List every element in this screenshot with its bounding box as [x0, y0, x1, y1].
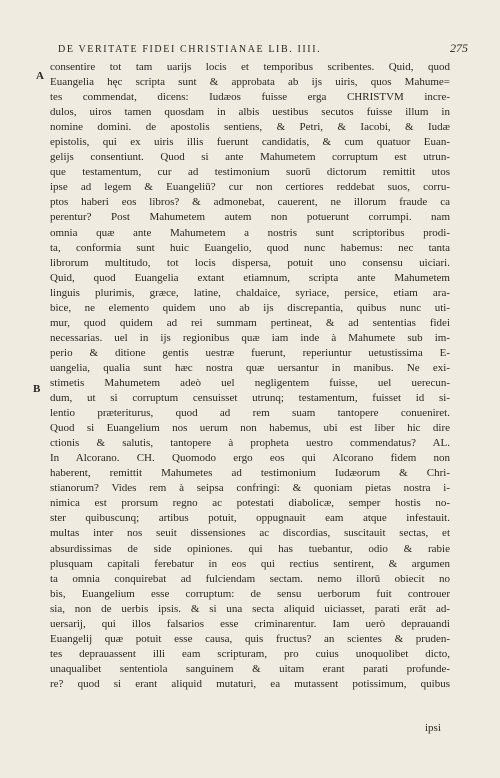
text-line: omnia quæ ante Mahumetem a nostris sunt scriptoribus prodi- — [50, 226, 450, 239]
text-line: consentire tot tam uarijs locis et temporibus scribentes. Quid, quod — [50, 61, 450, 73]
text-line: uangelia, qualia sunt hæc nostra quæ uersantur in manibus. Ne exi- — [50, 361, 450, 374]
text-line: lentio præteriturus, quod ad rem suam tantopere conueniret. — [50, 407, 450, 420]
text-line: uersarij, qui illos falsarios esse criminarentur. Iam uerò deprauandi — [50, 617, 450, 630]
text-line: ta omnia conquirebat ad fulciendam sectam. nemo illorū obiecit no — [50, 572, 450, 585]
text-line: Euangelia hęc scripta sunt & approbata ab ijs uiris, quos Mahume= — [50, 76, 450, 89]
text-line: absurdissimas de side opiniones. qui has tuebantur, odio & rabie — [50, 542, 450, 555]
margin-letter-b: B — [33, 383, 41, 395]
running-title: DE VERITATE FIDEI CHRISTIANAE LIB. IIII. — [58, 44, 322, 55]
text-line: bis, Euangelium esse corruptum: de sensu uerborum fuit controuer — [50, 587, 450, 600]
text-line: linguis plurimis, græce, latine, chaldaice, syriace, persice, etiam ara- — [50, 286, 450, 299]
text-line: necessarias. uel in ijs regionibus quæ iam inde à Mahumete sub im- — [50, 331, 450, 344]
text-line: unaqualibet sententiola sanguinem & uitam erant parati profunde- — [50, 662, 450, 675]
text-line: perentur? Post Mahumetem autem non potuerunt corrumpi. nam — [50, 211, 450, 224]
text-line: que testamentum, cur ad testimonium suorū dictorum remittit utos — [50, 166, 450, 179]
text-line: librorum multitudo, tot locis dispersa, potuit uno consensu uiciari. — [50, 256, 450, 269]
text-line: mur, quod quidem ad rei summam pertineat, & ad sententias fidei — [50, 316, 450, 329]
text-line: nomine domini. de apostolis sentiens, & Petri, & Iacobi, & Iudæ — [50, 121, 450, 134]
text-line: multas inter nos seuit dissensiones ac discordias, suscitauit sectas, et — [50, 527, 450, 540]
text-line: sia, non de uerbis ipsis. & si una secta aliquid uiciasset, parati erāt ad- — [50, 602, 450, 615]
text-line: stimetis Mahumetem adeò uel negligentem fuisse, uel uerecun- — [50, 376, 450, 389]
page-number: 275 — [450, 41, 468, 55]
text-line: In Alcorano. CH. Quomodo ergo eos qui Alcorano fidem non — [50, 452, 450, 465]
text-line: Quid, quod Euangelia extant etiamnum, scripta ante Mahumetem — [50, 271, 450, 284]
text-line: Quod si Euangelium nos uerum non habemus, ubi est liber hic dire — [50, 422, 450, 435]
text-line: ta, conformia sunt huic Euangelio, quod nunc habemus: nec tanta — [50, 241, 450, 254]
text-line: ctionis & salutis, tantopere à propheta uestro commendatus? AL. — [50, 437, 450, 450]
text-line: re? quod si erant aliquid mutaturi, ea mutassent potissimum, quibus — [50, 677, 450, 690]
text-line: ster quibuscunq; artibus potuit, oppugnauit eam atque infestauit. — [50, 512, 450, 525]
body-text — [50, 60, 450, 692]
text-line: haberent, remittit Mahumetes ad testimonium Iudæorum & Chri- — [50, 467, 450, 480]
text-line: tes commendat, dicens: Iudæos fuisse erga CHRISTVM incre- — [50, 91, 450, 104]
catchword: ipsi — [425, 722, 441, 734]
text-line: Euangelij quæ potuit esse causa, quis fructus? an scientes & pruden- — [50, 632, 450, 645]
text-line: bice, ne elemento quidem uno ab ijs discrepantia, quibus nunc uti- — [50, 301, 450, 314]
text-line: nimica est prorsum regno ac potestati diabolicæ, semper hostis no- — [50, 497, 450, 510]
margin-letter-a: A — [36, 70, 44, 82]
text-line: stianorum? Vides rem à seipsa confringi: & quoniam pietas nostra i- — [50, 482, 450, 495]
text-line: ipse ad legem & Euangeliū? cur non certiores reddebat suos, corru- — [50, 181, 450, 194]
text-line: ptos haberi eos libros? & admonebat, cauerent, ne illorum fraude ca — [50, 196, 450, 209]
text-line: dulos, uiros tamen quosdam in albis uestibus secutos fuisse illum in — [50, 106, 450, 119]
text-line: tes deprauassent illi eam scripturam, pro cuius unoquolibet dicto, — [50, 647, 450, 660]
text-line: epistolis, qui ex uiris illis fuerunt candidatis, & cum quatuor Euan- — [50, 136, 450, 149]
text-line: dum, ut si corruptum censuisset utrunq; testamentum, fuisset id si- — [50, 392, 450, 405]
text-line: perio & ditione gentis uestræ fuerunt, reperiuntur uetustissima E- — [50, 346, 450, 359]
text-line: gelijs consentiunt. Quod si ante Mahumetem corruptum est utrun- — [50, 151, 450, 164]
text-line: plusquam capitali ferebatur in eos qui rectius sentirent, & argumen — [50, 557, 450, 570]
